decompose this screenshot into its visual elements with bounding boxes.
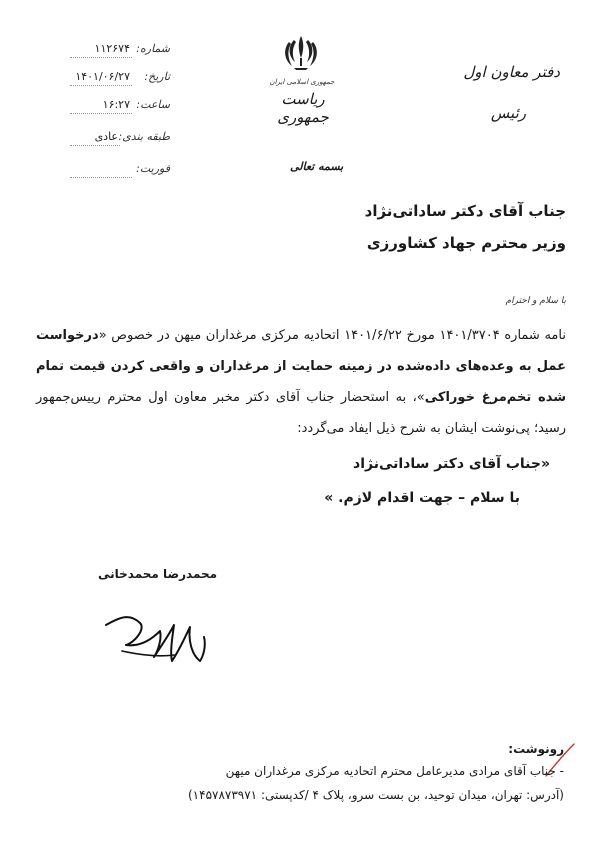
cc-line2: (آدرس: تهران، میدان توحید، بن بست سرو، پلاک ۴ /کدپستی: ۱۴۵۷۸۷۳۹۷۱) [187,788,564,802]
greeting: با سلام و احترام [505,296,566,306]
dotted-line [70,177,132,178]
addressee-title: وزیر محترم جهاد کشاورزی [366,234,566,252]
office-subtitle: رئیس [490,104,526,122]
classification-label: طبقه بندی: [118,130,170,143]
letter-date-row [70,70,170,90]
cc-line1: - جناب آقای مرادی مدیرعامل محترم اتحادیه مرکزی مرغداران میهن [225,764,564,778]
letter-time-value: ۱۶:۲۷ [102,98,130,111]
addressee-name: جناب آقای دکتر ساداتی‌نژاد [364,202,566,220]
classification-value: عادی [94,130,118,143]
letter-number-value: ۱۱۲۶۷۴ [94,42,130,55]
dotted-line [70,85,132,86]
republic-caption: جمهوری اسلامی ایران [269,78,335,86]
quote-line1: «جناب آقای دکتر ساداتی‌نژاد [353,456,550,472]
dotted-line [70,57,132,58]
urgency-label: فوریت: [136,162,170,175]
signer-name: محمدرضا محمدخانی [98,567,218,581]
basmala: بسمه تعالی [290,160,344,173]
letter-number-row [70,42,170,62]
dotted-line [70,145,120,146]
letter-date-label: تاریخ: [144,70,170,83]
body-subject-bold: درخواست عمل به وعده‌های داده‌شده در زمینه حمایت از مرغداران و واقعی کردن قیمت تمام شده تخم‌مرغ خوراکی [36,328,567,405]
letter-number-label: شماره: [136,42,170,55]
classification-row [70,130,170,150]
dotted-line [70,113,132,114]
cc-heading: رونوشت: [508,742,564,756]
letter-time-row [70,98,170,118]
body-text-part1: نامه شماره ۱۴۰۱/۳۷۰۴ مورخ ۱۴۰۱/۶/۲۲ اتحادیه مرکزی مرغداران میهن در خصوص « [98,328,566,343]
letter-date-value: ۱۴۰۱/۰۶/۲۷ [75,70,130,83]
signature-icon [100,595,220,675]
presidency-caption: ریاست جمهوری [277,90,329,126]
body-text-part2: »، به استحضار جناب آقای دکتر مخبر معاون اول محترم رییس‌جمهور رسید؛ پی‌نوشت ایشان به شرح ذیل ایفاد می‌گردد: [36,390,566,436]
office-title: دفتر معاون اول [463,63,560,81]
urgency-row [70,162,170,182]
iran-emblem-icon [282,32,320,72]
letter-body [36,320,566,444]
quote-line2: با سلام – جهت اقدام لازم. » [324,490,520,506]
letter-time-label: ساعت: [136,98,170,111]
